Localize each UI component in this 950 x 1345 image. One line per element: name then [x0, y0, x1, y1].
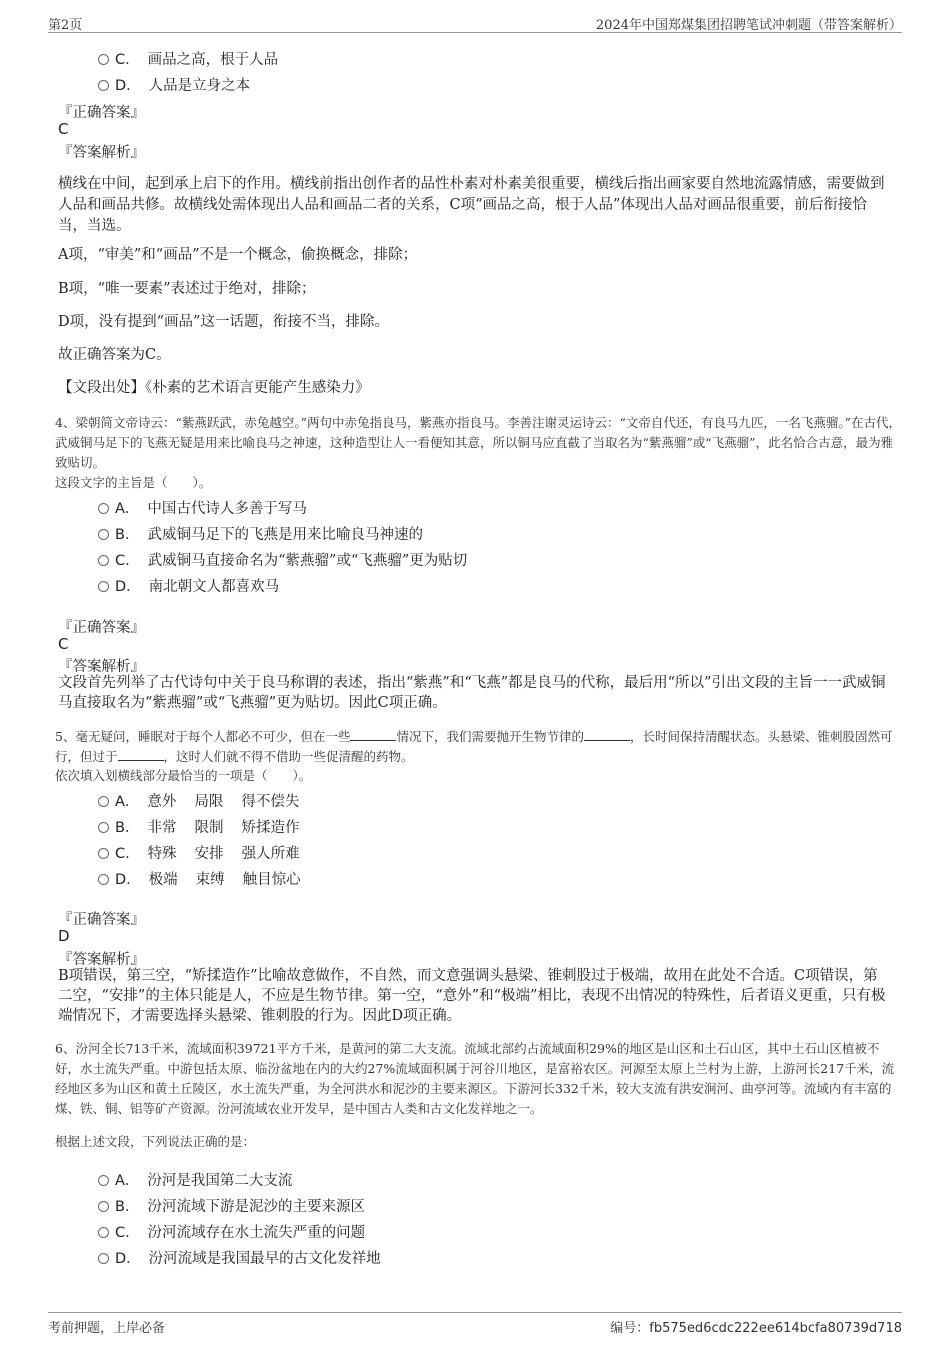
- option-a[interactable]: A． 中国古代诗人多善于写马: [98, 497, 307, 518]
- analysis-paragraph: 文段首先列举了古代诗句中关于良马称谓的表述，指出“紫燕”和“飞燕”都是良马的代称，最后用“所以”引出文段的主旨一一武威铜马直接取名为“紫燕骝”或“飞燕骝”更为贴切。因此C项正确。: [58, 675, 886, 711]
- source-citation: 【文段出处】《朴素的艺术语言更能产生感染力》: [58, 380, 370, 396]
- radio-icon[interactable]: [98, 80, 109, 91]
- radio-icon[interactable]: [98, 581, 109, 592]
- answer-value: D: [58, 927, 70, 945]
- option-b[interactable]: B． 非常 限制 矫揉造作: [98, 816, 299, 837]
- answer-value: C: [58, 635, 69, 653]
- radio-icon[interactable]: [98, 848, 109, 859]
- answer-label: 『正确答案』: [58, 620, 145, 636]
- page-header: [48, 12, 902, 33]
- option-d[interactable]: D． 汾河流域是我国最早的古文化发祥地: [98, 1247, 381, 1268]
- analysis-label: 『答案解析』: [58, 145, 145, 161]
- question-prompt: 根据上述文段，下列说法正确的是：: [55, 1134, 256, 1149]
- option-a[interactable]: A． 意外 局限 得不偿失: [98, 790, 299, 811]
- radio-icon[interactable]: [98, 1227, 109, 1238]
- question-stem: 4、梁朝简文帝诗云：“紫燕跃武，赤兔越空。”两句中赤兔指良马，紫燕亦指良马。李善注谢灵运诗云：“文帝自代还，有良马九匹，一名飞燕骝。”在古代，武威铜马足下的飞燕无疑是用来比喻良马之神速，这种造型让人一看便知其意，所以铜马应直截了当取名为“紫燕骝”或“飞燕骝”，此名恰合古意，最为雅致贴切。: [55, 415, 902, 470]
- option-a[interactable]: A． 汾河是我国第二大支流: [98, 1169, 292, 1190]
- radio-icon[interactable]: [98, 54, 109, 65]
- question-prompt: 这段文字的主旨是（ ）。: [55, 475, 212, 490]
- answer-value: C: [58, 120, 69, 138]
- radio-icon[interactable]: [98, 822, 109, 833]
- option-b[interactable]: B． 武威铜马足下的飞燕是用来比喻良马神速的: [98, 523, 423, 544]
- document-id: 编号：fb575ed6cdc222ee614bcfa80739d718: [610, 1321, 902, 1336]
- option-d[interactable]: D． 人品是立身之本: [98, 74, 250, 95]
- document-title: 2024年中国郑煤集团招聘笔试冲刺题（带答案解析）: [595, 18, 902, 33]
- blank-2: [584, 728, 630, 741]
- answer-label: 『正确答案』: [58, 912, 145, 928]
- question-stem: 6、汾河全长713千米，流域面积39721平方千米，是黄河的第二大支流。流域北部约占流域面积29%的地区是山区和土石山区，其中土石山区植被不好，水土流失严重。中游包括太原、临汾盆地在内的大约27%流域面积属于河谷川地区，是富裕农区。河源至太原上兰村为上游，上游河长217千米，流经地区多为山区和黄土丘陵区，水土流失严重，为全河洪水和泥沙的主要来源区。下游河长332千米，较大支流有洪安涧河、曲亭河等。流域内有丰富的煤、铁、铜、铝等矿产资源。汾河流域农业开发早，是中国古人类和古文化发祥地之一。: [55, 1041, 895, 1116]
- radio-icon[interactable]: [98, 1253, 109, 1264]
- blank-1: [350, 728, 396, 741]
- option-b[interactable]: B． 汾河流域下游是泥沙的主要来源区: [98, 1195, 365, 1216]
- blank-3: [118, 748, 164, 761]
- radio-icon[interactable]: [98, 1201, 109, 1212]
- page-number: 第2页: [48, 18, 83, 33]
- option-d[interactable]: D． 极端 束缚 触目惊心: [98, 868, 301, 889]
- question-stem: 5、毫无疑问，睡眠对于每个人都必不可少，但在一些 情况下，我们需要抛开生物节律的 ，长时间保持清醒状态。头悬梁、锥刺股固然可行，但过于 ，这时人们就不得不借助一些促清醒的药物。: [55, 729, 893, 764]
- analysis-paragraph: D项，没有提到“画品”这一话题，衔接不当，排除。: [58, 314, 389, 330]
- analysis-paragraph: 故正确答案为C。: [58, 347, 171, 363]
- radio-icon[interactable]: [98, 503, 109, 514]
- radio-icon[interactable]: [98, 1175, 109, 1186]
- option-c[interactable]: C． 特殊 安排 强人所难: [98, 842, 300, 863]
- radio-icon[interactable]: [98, 874, 109, 885]
- option-c[interactable]: C． 汾河流域存在水土流失严重的问题: [98, 1221, 365, 1242]
- analysis-paragraph: B项错误，第三空，“矫揉造作”比喻故意做作，不自然，而文意强调头悬梁、锥刺股过于极端，故用在此处不合适。C项错误，第二空，“安排”的主体只能是人，不应是生物节律。第一空，“意外”和“极端”相比，表现不出情况的特殊性，后者语义更重，只有极端情况下，才需要选择头悬梁、锥刺股的行为。因此D项正确。: [58, 968, 886, 1024]
- option-d[interactable]: D． 南北朝文人都喜欢马: [98, 575, 279, 596]
- radio-icon[interactable]: [98, 555, 109, 566]
- option-c[interactable]: C． 武威铜马直接命名为“紫燕骝”或“飞燕骝”更为贴切: [98, 549, 467, 570]
- analysis-label: 『答案解析』: [58, 659, 145, 675]
- analysis-paragraph: B项，“唯一要素”表述过于绝对，排除；: [58, 281, 316, 297]
- radio-icon[interactable]: [98, 529, 109, 540]
- option-c[interactable]: C． 画品之高，根于人品: [98, 48, 278, 69]
- analysis-paragraph: 横线在中间，起到承上启下的作用。横线前指出创作者的品性朴素对朴素美很重要，横线后指出画家要自然地流露情感，需要做到人品和画品共修。故横线处需体现出人品和画品二者的关系，C项“画品之高，根于人品”体现出人品对画品很重要，前后衔接恰当，当选。: [58, 176, 885, 234]
- page-footer: [48, 1312, 902, 1336]
- footer-slogan: 考前押题，上岸必备: [48, 1321, 166, 1336]
- analysis-paragraph: A项，“审美”和“画品”不是一个概念，偷换概念，排除；: [58, 247, 418, 263]
- analysis-label: 『答案解析』: [58, 952, 145, 968]
- answer-label: 『正确答案』: [58, 105, 145, 121]
- question-prompt: 依次填入划横线部分最恰当的一项是（ ）。: [55, 768, 312, 783]
- radio-icon[interactable]: [98, 796, 109, 807]
